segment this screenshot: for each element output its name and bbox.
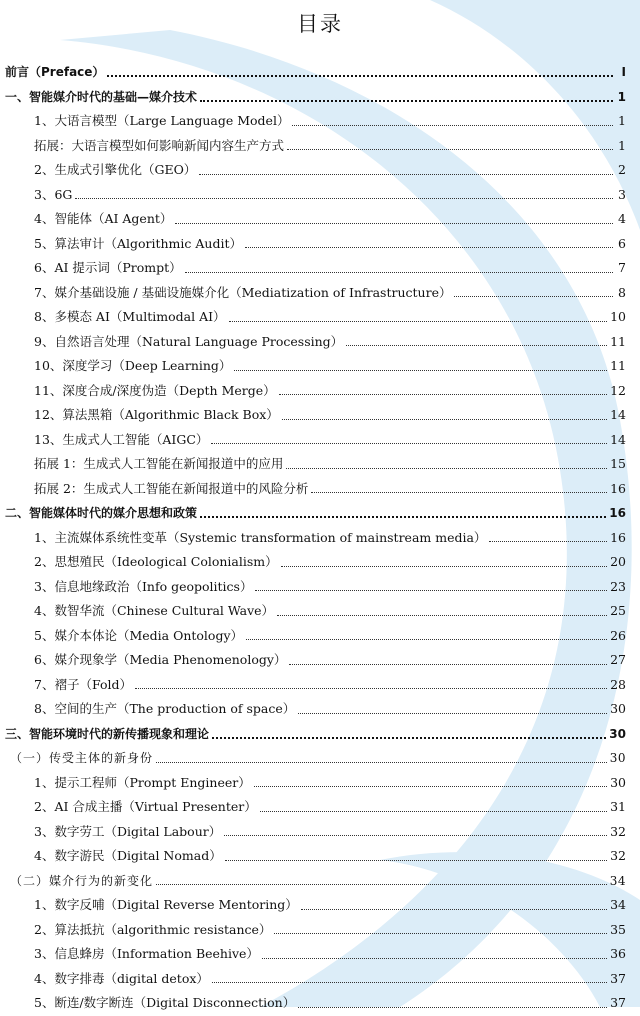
toc-entry-page-number: 34 [609, 873, 626, 888]
dot-leader [274, 933, 607, 934]
table-of-contents [0, 60, 640, 1016]
toc-entry-label: 拓展 1：生成式人工智能在新闻报道中的应用 [34, 456, 284, 471]
dot-leader [346, 345, 607, 346]
dot-leader [212, 737, 606, 739]
toc-entry[interactable] [0, 109, 640, 134]
toc-entry[interactable] [0, 232, 640, 257]
toc-entry-page-number: 34 [610, 897, 626, 912]
page-title: 目录 [297, 12, 343, 36]
toc-entry-label: 7、褶子（Fold） [34, 676, 132, 692]
toc-chapter-entry[interactable] [0, 60, 640, 85]
dot-leader [156, 762, 607, 763]
toc-entry-label: 1、主流媒体系统性变革（Systemic transformation of mainstream media） [34, 529, 487, 545]
toc-entry-page-number: 15 [610, 456, 626, 471]
dot-leader [311, 492, 607, 493]
toc-subsection-entry[interactable] [0, 746, 640, 771]
toc-entry-page-number: 25 [610, 603, 626, 618]
toc-entry[interactable] [0, 624, 640, 649]
toc-entry-page-number: 14 [610, 407, 626, 422]
toc-entry-label: 5、断连/数字断连（Digital Disconnection） [34, 995, 296, 1010]
toc-chapter-entry[interactable] [0, 501, 640, 526]
toc-entry-page-number: 30 [610, 701, 626, 716]
toc-entry-label: 7、媒介基础设施 / 基础设施媒介化（Mediatization of Infrastructure） [34, 284, 452, 300]
toc-chapter-entry[interactable] [0, 722, 640, 747]
dot-leader [135, 688, 607, 689]
toc-entry[interactable] [0, 918, 640, 943]
toc-entry-label: 8、空间的生产（The production of space） [34, 701, 296, 716]
toc-entry-page-number: 1 [618, 137, 626, 153]
toc-entry[interactable] [0, 599, 640, 624]
toc-entry[interactable] [0, 477, 640, 502]
toc-entry-label: 13、生成式人工智能（AIGC） [34, 431, 209, 447]
toc-entry-label: 2、AI 合成主播（Virtual Presenter） [34, 799, 257, 814]
toc-entry-page-number: 32 [610, 848, 626, 863]
toc-entry-label: 1、提示工程师（Prompt Engineer） [34, 774, 251, 790]
dot-leader [301, 909, 607, 910]
toc-entry[interactable] [0, 575, 640, 600]
toc-entry-label: 前言（Preface） [5, 65, 105, 80]
dot-leader [234, 370, 607, 371]
dot-leader [282, 419, 607, 420]
toc-entry[interactable] [0, 844, 640, 869]
toc-entry[interactable] [0, 207, 640, 232]
dot-leader [260, 811, 607, 812]
toc-entry[interactable] [0, 820, 640, 845]
toc-entry-page-number: 3 [618, 186, 626, 202]
dot-leader [229, 321, 608, 322]
dot-leader [277, 615, 607, 616]
toc-entry-label: 2、生成式引擎优化（GEO） [34, 162, 197, 177]
toc-entry[interactable] [0, 256, 640, 281]
toc-entry[interactable] [0, 942, 640, 967]
toc-entry[interactable] [0, 305, 640, 330]
toc-entry-page-number: 32 [610, 823, 626, 839]
dot-leader [245, 247, 613, 248]
toc-entry-label: 8、多模态 AI（Multimodal AI） [34, 309, 226, 324]
toc-entry-label: 4、数智华流（Chinese Cultural Wave） [34, 603, 275, 618]
dot-leader [298, 713, 607, 714]
toc-entry[interactable] [0, 428, 640, 453]
dot-leader [254, 786, 607, 787]
toc-entry[interactable] [0, 795, 640, 820]
dot-leader [211, 443, 607, 444]
dot-leader [175, 223, 613, 224]
dot-leader [286, 468, 607, 469]
toc-entry-label: 拓展：大语言模型如何影响新闻内容生产方式 [34, 137, 285, 153]
toc-entry-label: 一、智能媒介时代的基础—媒介技术 [5, 89, 198, 104]
toc-entry[interactable] [0, 673, 640, 698]
toc-entry-page-number: 20 [610, 554, 626, 569]
toc-entry[interactable] [0, 550, 640, 575]
toc-entry[interactable] [0, 771, 640, 796]
toc-entry[interactable] [0, 697, 640, 722]
toc-entry[interactable] [0, 354, 640, 379]
toc-entry-page-number: 1 [618, 113, 626, 128]
dot-leader [107, 75, 613, 77]
toc-entry[interactable] [0, 134, 640, 159]
dot-leader [200, 516, 606, 518]
toc-entry[interactable] [0, 452, 640, 477]
dot-leader [200, 100, 613, 102]
toc-entry-page-number: 23 [610, 578, 626, 594]
toc-entry-page-number: 14 [610, 431, 626, 447]
toc-entry[interactable] [0, 526, 640, 551]
toc-entry-label: 2、思想殖民（Ideological Colonialism） [34, 554, 278, 569]
toc-entry-label: 10、深度学习（Deep Learning） [34, 358, 232, 373]
toc-entry[interactable] [0, 281, 640, 306]
toc-entry[interactable] [0, 330, 640, 355]
toc-entry-label: 5、媒介本体论（Media Ontology） [34, 627, 244, 643]
toc-entry-label: 4、数字游民（Digital Nomad） [34, 848, 222, 863]
toc-entry[interactable] [0, 967, 640, 992]
toc-entry[interactable] [0, 183, 640, 208]
toc-entry-label: 3、6G [34, 186, 73, 202]
dot-leader [224, 835, 607, 836]
toc-entry-label: 3、数字劳工（Digital Labour） [34, 823, 222, 839]
toc-entry-label: 3、信息蜂房（Information Beehive） [34, 946, 259, 961]
toc-entry-label: 三、智能环境时代的新传播现象和理论 [5, 726, 210, 741]
dot-leader [281, 566, 607, 567]
toc-entry-page-number: 26 [610, 627, 626, 643]
dot-leader [75, 198, 613, 199]
toc-entry-page-number: 11 [610, 358, 626, 373]
toc-entry-page-number: 35 [610, 921, 626, 937]
toc-entry-label: 9、自然语言处理（Natural Language Processing） [34, 333, 344, 349]
toc-entry-label: 2、算法抵抗（algorithmic resistance） [34, 921, 272, 937]
dot-leader [212, 982, 607, 983]
toc-entry[interactable] [0, 648, 640, 673]
toc-entry-label: 4、数字排毒（digital detox） [34, 970, 209, 986]
toc-entry-page-number: 11 [610, 333, 626, 349]
toc-entry-label: （一）传受主体的新身份 [10, 751, 154, 766]
dot-leader [289, 664, 607, 665]
toc-chapter-entry[interactable] [0, 85, 640, 110]
toc-entry-label: （二）媒介行为的新变化 [10, 873, 154, 888]
toc-entry-label: 1、数字反哺（Digital Reverse Mentoring） [34, 897, 298, 912]
dot-leader [199, 174, 613, 175]
toc-entry-label: 拓展 2：生成式人工智能在新闻报道中的风险分析 [34, 480, 309, 496]
toc-entry-page-number: I [621, 65, 626, 80]
dot-leader [225, 860, 607, 861]
dot-leader [262, 958, 607, 959]
toc-entry-label: 6、AI 提示词（Prompt） [34, 260, 182, 275]
dot-leader [185, 272, 613, 273]
toc-entry-label: 3、信息地缘政治（Info geopolitics） [34, 578, 253, 594]
toc-entry-label: 5、算法审计（Algorithmic Audit） [34, 235, 242, 251]
toc-entry-page-number: 12 [610, 382, 626, 398]
toc-entry-page-number: 16 [610, 529, 626, 545]
toc-entry[interactable] [0, 403, 640, 428]
toc-entry-page-number: 10 [610, 309, 626, 324]
toc-entry[interactable] [0, 158, 640, 183]
toc-entry[interactable] [0, 893, 640, 918]
toc-entry-page-number: 30 [609, 751, 626, 766]
toc-entry-page-number: 37 [610, 970, 626, 986]
toc-entry-label: 1、大语言模型（Large Language Model） [34, 113, 290, 128]
toc-entry-page-number: 37 [610, 995, 626, 1010]
toc-entry-page-number: 28 [610, 676, 626, 692]
toc-entry-page-number: 16 [609, 506, 626, 521]
toc-entry-page-number: 6 [618, 235, 626, 251]
toc-entry-page-number: 30 [610, 774, 626, 790]
dot-leader [156, 884, 607, 885]
toc-entry-page-number: 36 [610, 946, 626, 961]
dot-leader [489, 541, 607, 542]
toc-entry-page-number: 30 [609, 726, 626, 741]
toc-subsection-entry[interactable] [0, 869, 640, 894]
toc-entry-label: 二、智能媒体时代的媒介思想和政策 [5, 506, 198, 521]
dot-leader [255, 590, 607, 591]
toc-entry-page-number: 27 [610, 652, 626, 667]
dot-leader [454, 296, 613, 297]
toc-entry[interactable] [0, 991, 640, 1016]
toc-entry-page-number: 16 [610, 480, 626, 496]
toc-entry-label: 6、媒介现象学（Media Phenomenology） [34, 652, 287, 667]
toc-entry-label: 11、深度合成/深度伪造（Depth Merge） [34, 382, 276, 398]
toc-entry-page-number: 8 [618, 284, 626, 300]
toc-entry-label: 4、智能体（AI Agent） [34, 211, 173, 226]
toc-entry[interactable] [0, 379, 640, 404]
toc-entry-page-number: 7 [618, 260, 626, 275]
dot-leader [292, 125, 613, 126]
dot-leader [279, 394, 607, 395]
toc-entry-label: 12、算法黑箱（Algorithmic Black Box） [34, 407, 279, 422]
toc-entry-page-number: 2 [618, 162, 626, 177]
toc-entry-page-number: 1 [617, 89, 626, 104]
dot-leader [246, 639, 607, 640]
dot-leader [287, 149, 613, 150]
toc-entry-page-number: 4 [618, 211, 626, 226]
toc-entry-page-number: 31 [610, 799, 626, 814]
